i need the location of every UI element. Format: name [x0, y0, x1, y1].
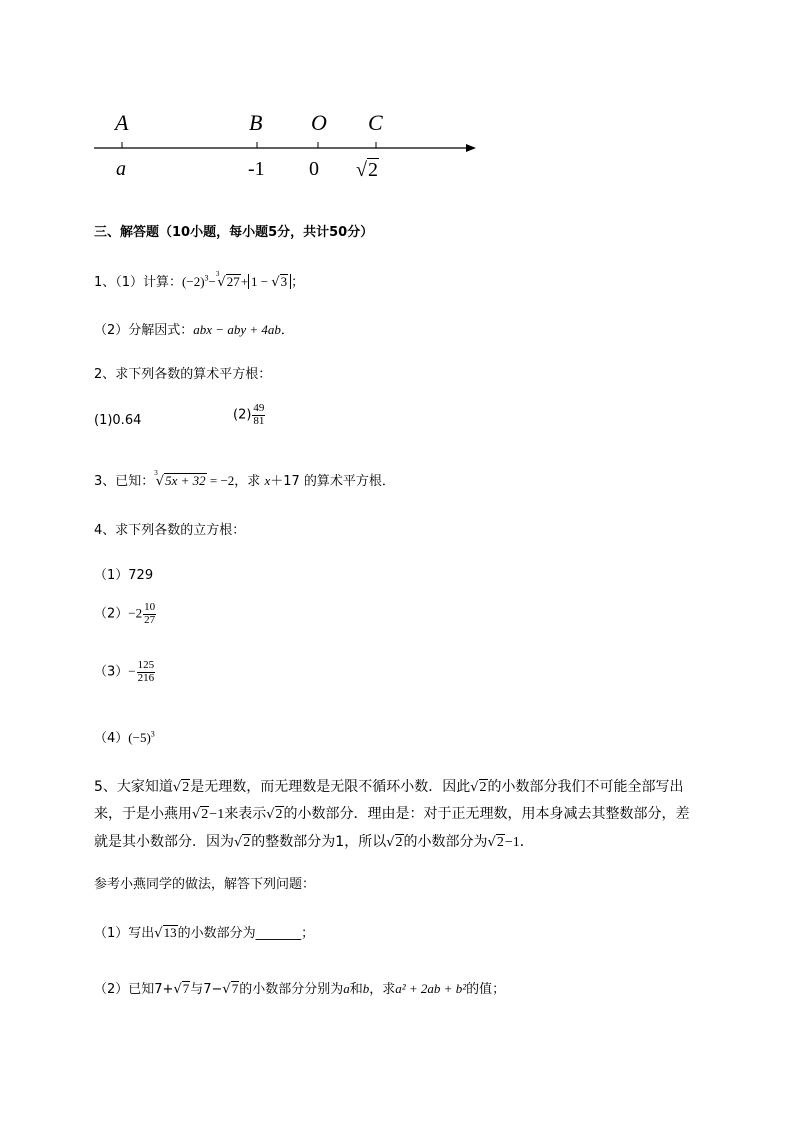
section-title: 三、解答题（10小题，每小题5分，共计50分）	[94, 225, 374, 240]
q1-minus: −	[208, 274, 216, 289]
q3-index: 3	[154, 469, 158, 477]
question-4-item-1: （1）729	[94, 568, 154, 583]
q1-plus: +	[240, 274, 249, 289]
question-5-line-3: 就是其小数部分．因为√2的整数部分为1，所以√2的小数部分为√2−1．	[94, 834, 534, 850]
question-2-title: 2、求下列各数的算术平方根：	[94, 367, 272, 382]
question-5-line-1: 5、大家知道√2是无理数，而无理数是无限不循环小数．因此√2的小数部分我们不可能全部写出	[94, 779, 684, 795]
question-3: 3、已知：$^3$√5x + 32 = −2，求 x＋17 的算术平方根．	[94, 469, 395, 489]
q3-pre: 3、已知：	[94, 474, 155, 489]
point-a-value: a	[116, 158, 126, 180]
point-b-value: -1	[248, 158, 265, 180]
question-5-part-2: （2）已知7+√7与7−√7的小数部分分别为a和b，求a² + 2ab + b²的值；	[94, 981, 506, 997]
question-5-line-2: 来，于是小燕用√2−1来表示√2的小数部分．理由是：对于正无理数，用本身减去其整数部分，差	[94, 806, 690, 822]
q1-cbrt-body: 27	[226, 274, 240, 289]
question-2-b	[233, 403, 266, 427]
axis-arrow-icon	[466, 144, 476, 152]
point-o-label: O	[311, 110, 327, 135]
q3-eq: = −2	[206, 473, 235, 488]
question-2-a: (1)0.64	[94, 413, 142, 428]
question-4-item-2: （2）−2 $\frac{10}{27}$	[94, 601, 156, 626]
point-c-value: √2	[356, 159, 378, 181]
q1-cbrt-index: 3	[215, 270, 220, 278]
point-b-label: B	[249, 110, 263, 135]
q2-fraction: $\frac{49}{81}$	[253, 402, 265, 427]
point-o-value: 0	[309, 158, 319, 180]
point-c-label: C	[368, 110, 383, 135]
q1-part2-expr: abx − aby + 4ab	[193, 322, 281, 337]
q1-end: ；	[291, 275, 305, 290]
question-4-item-3: （3）− $\frac{125}{216}$	[94, 659, 155, 684]
point-a-label: A	[115, 110, 129, 135]
question-5-part-1: （1）写出√13的小数部分为_______；	[94, 925, 315, 941]
question-4-title: 4、求下列各数的立方根：	[94, 523, 246, 538]
q3-var: x	[264, 473, 271, 488]
q1-label: 1、（1）计算：	[94, 275, 183, 290]
q3-post2: ＋17 的算术平方根．	[270, 474, 395, 489]
q1-term-a: (−2)	[182, 274, 205, 289]
q1-part2-label: （2）分解因式：	[94, 323, 194, 338]
q1-exp: 3	[204, 273, 209, 283]
q3-radicand: 5x + 32	[165, 473, 206, 488]
question-4-item-4: $(4)(-5)^3$	[94, 729, 155, 746]
q1-abs: 1 − √3	[248, 274, 291, 289]
question-1-part-2	[94, 319, 294, 338]
q1-part2-end: ．	[280, 323, 294, 338]
question-1-part-1: 1、（1）计算：$(-2)^3-^3√27+ 1 - √3$ ；	[94, 270, 305, 290]
question-5-reference: 参考小燕同学的做法，解答下列问题：	[94, 877, 316, 892]
q3-post: ，求	[234, 474, 265, 489]
q2-b-label: (2)	[233, 407, 252, 423]
